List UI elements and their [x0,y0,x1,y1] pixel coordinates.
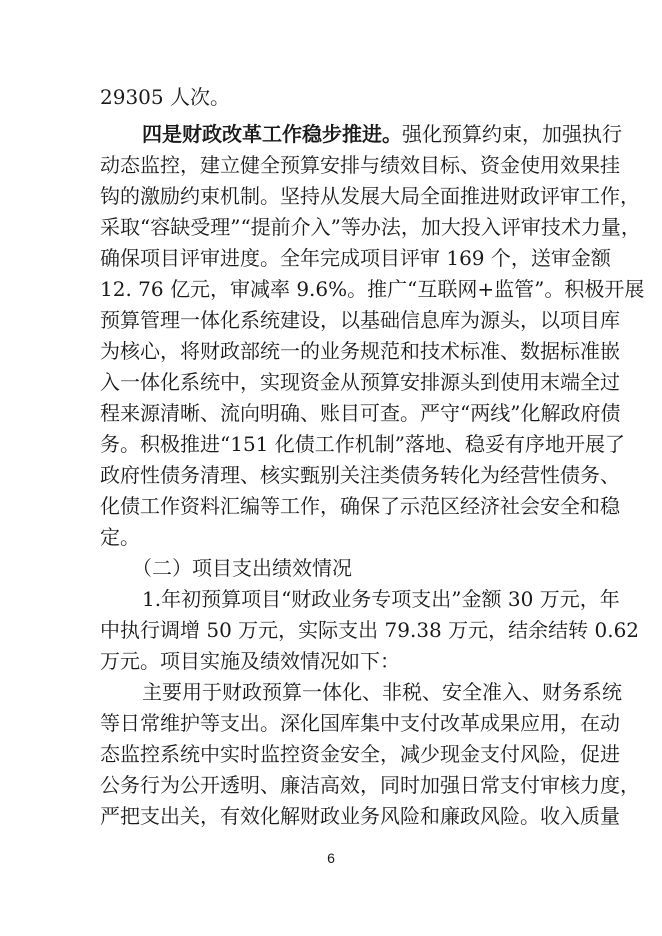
text-line: 预算管理一体化系统建设，以基础信息库为源头，以项目库 [100,308,620,332]
text-line: 确保项目评审进度。全年完成项目评审 169 个，送审金额 [100,246,611,270]
text-line: 动态监控，建立健全预算安排与绩效目标、资金使用效果挂 [100,153,620,177]
text-line: 严把支出关，有效化解财政业务风险和廉政风险。收入质量 [100,804,620,828]
section-heading: （二）项目支出绩效情况 [132,556,352,580]
text-line: 采取“容缺受理”“提前介入”等办法，加大投入评审技术力量， [100,215,641,239]
text-line: 钩的激励约束机制。坚持从发展大局全面推进财政评审工作， [100,184,640,208]
paragraph-lead-line [100,119,622,150]
text-line: 公务行为公开透明、廉洁高效，同时加强日常支付审核力度， [100,773,640,797]
text-line: 定。 [100,525,140,549]
text-line: 程来源清晰、流向明确、账目可查。严守“两线”化解政府债 [100,401,621,425]
lead-rest: 强化预算约束，加强执行 [402,122,622,146]
text-line: 务。积极推进“151 化债工作机制”落地、稳妥有序地开展了 [100,432,625,456]
text-line: 入一体化系统中，实现资金从预算安排源头到使用末端全过 [100,370,620,394]
text-line: 政府性债务清理、核实甄别关注类债务转化为经营性债务、 [100,463,620,487]
text-line: 为核心，将财政部统一的业务规范和技术标准、数据标准嵌 [100,339,620,363]
page-number: 6 [327,850,335,866]
bold-lead: 四是财政改革工作稳步推进。 [142,122,402,146]
text-line: 等日常维护等支出。深化国库集中支付改革成果应用，在动 [100,711,620,735]
text-line: 29305 人次。 [100,85,230,109]
text-line: 化债工作资料汇编等工作，确保了示范区经济社会安全和稳 [100,494,620,518]
text-line: 12. 76 亿元，审减率 9.6%。推广“互联网+监管”。积极开展 [100,277,645,301]
document-page [100,82,645,832]
text-line: 1.年初预算项目“财政业务专项支出”金额 30 万元，年 [142,587,620,611]
text-line: 万元。项目实施及绩效情况如下： [100,649,400,673]
text-line: 中执行调增 50 万元，实际支出 79.38 万元，结余结转 0.62 [100,618,640,642]
text-line: 主要用于财政预算一体化、非税、安全准入、财务系统 [142,680,622,704]
text-line: 态监控系统中实时监控资金安全，减少现金支付风险，促进 [100,742,620,766]
